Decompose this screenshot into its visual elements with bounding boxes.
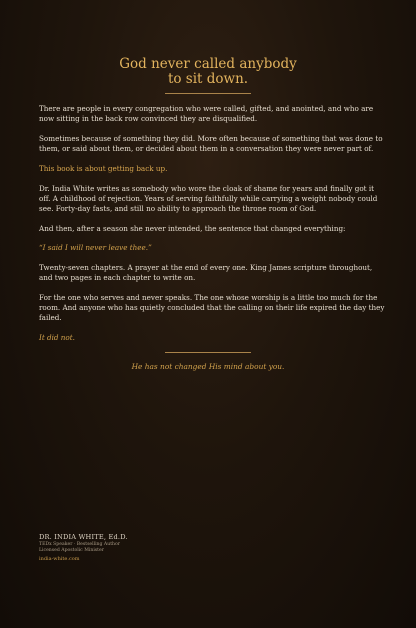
- author-credentials-1: TEDx Speaker · Bestselling Author: [39, 542, 120, 547]
- headline-divider: [165, 93, 251, 94]
- paragraph-5: And then, after a season she never intended, the sentence that changed everything:: [39, 223, 346, 233]
- paragraph-7: Twenty-seven chapters. A prayer at the end of every one. King James scripture throughout, and two pages in each chapter to write on.: [39, 263, 373, 283]
- paragraph-8: For the one who serves and never speaks. The one whose worship is a little too much for the room. And anyone who has quietly concluded that the calling on their life expired the day they failed.: [39, 292, 385, 323]
- headline: [0, 57, 416, 87]
- scripture-quote: “I said I will never leave thee.”: [39, 243, 152, 253]
- closing-line: He has not changed His mind about you.: [131, 362, 285, 371]
- author-name: DR. INDIA WHITE, Ed.D.: [39, 533, 128, 541]
- paragraph-1: There are people in every congregation who were called, gifted, and anointed, and who are now sitting in the back row convinced they are disqualified.: [39, 104, 374, 124]
- paragraph-4: Dr. India White writes as somebody who wore the cloak of shame for years and finally got it off. A childhood of rejection. Years of serving faithfully while carrying a weight nobody could see. Forty-day fasts, and still no ability to approach the throne room of God.: [39, 183, 378, 213]
- paragraph-3-highlight: This book is about getting back up.: [39, 163, 168, 173]
- paragraph-9-emphasis: It did not.: [39, 333, 75, 343]
- author-credentials-2: Licensed Apostolic Minister: [39, 548, 104, 553]
- author-block: [39, 533, 239, 563]
- headline-line-1: God never called anybody: [119, 56, 297, 72]
- headline-line-2: to sit down.: [167, 71, 249, 87]
- author-website: india-white.com: [39, 556, 80, 562]
- closing-divider: [165, 352, 251, 353]
- blurb-body: [39, 104, 385, 353]
- paragraph-2: Sometimes because of something they did. More often because of something that was done to them, or said about them, or decided about them in a conversation they were never part of.: [39, 133, 383, 154]
